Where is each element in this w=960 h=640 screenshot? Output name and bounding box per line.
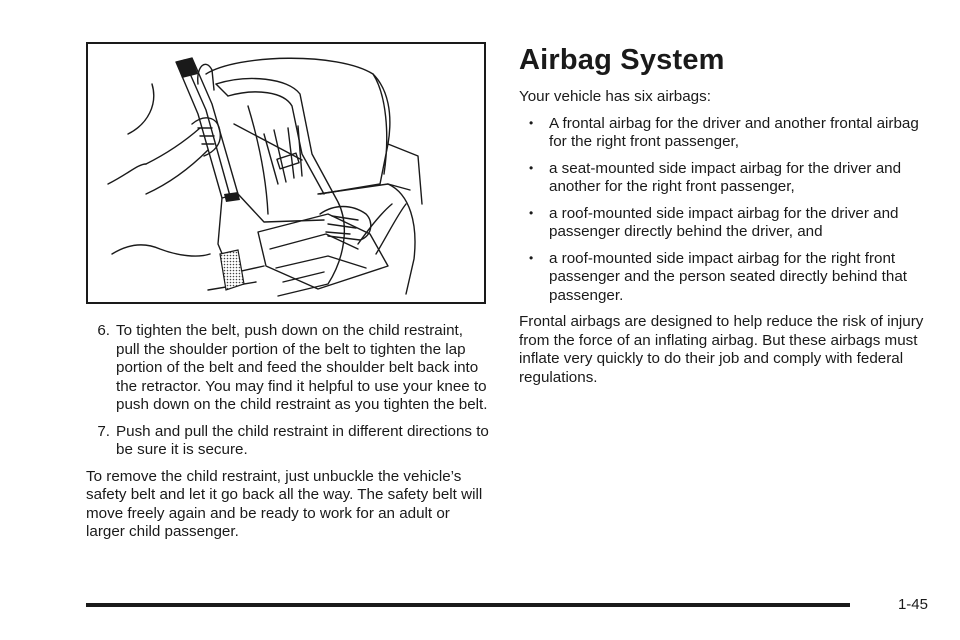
left-column <box>86 322 490 550</box>
step-text: Push and pull the child restraint in different directions to be sure it is secure. <box>116 422 489 458</box>
airbag-list <box>519 115 929 306</box>
list-item <box>519 160 929 197</box>
list-item <box>519 250 929 306</box>
airbag-intro: Your vehicle has six airbags: <box>519 88 711 105</box>
step-number: 6. <box>97 322 110 339</box>
list-item-text: a roof-mounted side impact airbag for the driver and passenger directly behind the driver, and <box>549 204 899 240</box>
list-item-text: A frontal airbag for the driver and another frontal airbag for the right front passenger, <box>549 114 919 150</box>
bullet-icon: • <box>529 160 534 175</box>
list-item-text: a roof-mounted side impact airbag for the right front passenger and the person seated directly behind that passenger. <box>549 249 907 304</box>
footer-rule <box>86 603 850 607</box>
section-title: Airbag System <box>519 44 725 76</box>
child-restraint-belt-illustration-icon <box>88 44 484 302</box>
page-number: 1-45 <box>897 596 928 613</box>
child-restraint-figure <box>86 42 486 304</box>
list-item-text: a seat-mounted side impact airbag for the driver and another for the right front passenger, <box>549 159 902 195</box>
step-number: 7. <box>97 422 110 440</box>
bullet-icon: • <box>529 250 534 265</box>
step-7 <box>86 423 490 460</box>
list-item <box>519 115 929 152</box>
list-item <box>519 205 929 242</box>
remove-restraint-paragraph: To remove the child restraint, just unbuckle the vehicle’s safety belt and let it go back all the way. The safety belt will move freely again and be ready to work for an adult or larger child passenger. <box>86 467 483 540</box>
bullet-icon: • <box>529 115 534 130</box>
bullet-icon: • <box>529 205 534 220</box>
right-column <box>519 42 929 395</box>
frontal-airbag-paragraph: Frontal airbags are designed to help reduce the risk of injury from the force of an inflating airbag. But these airbags must inflate very quickly to do their job and comply with federal regulations. <box>519 313 924 386</box>
step-text: To tighten the belt, push down on the child restraint, pull the shoulder portion of the belt to tighten the lap portion of the belt and feed the shoulder belt back into the retractor. You may find it helpful to use your knee to push down on the child restraint as you tighten the belt. <box>116 322 488 413</box>
step-6 <box>86 322 490 415</box>
